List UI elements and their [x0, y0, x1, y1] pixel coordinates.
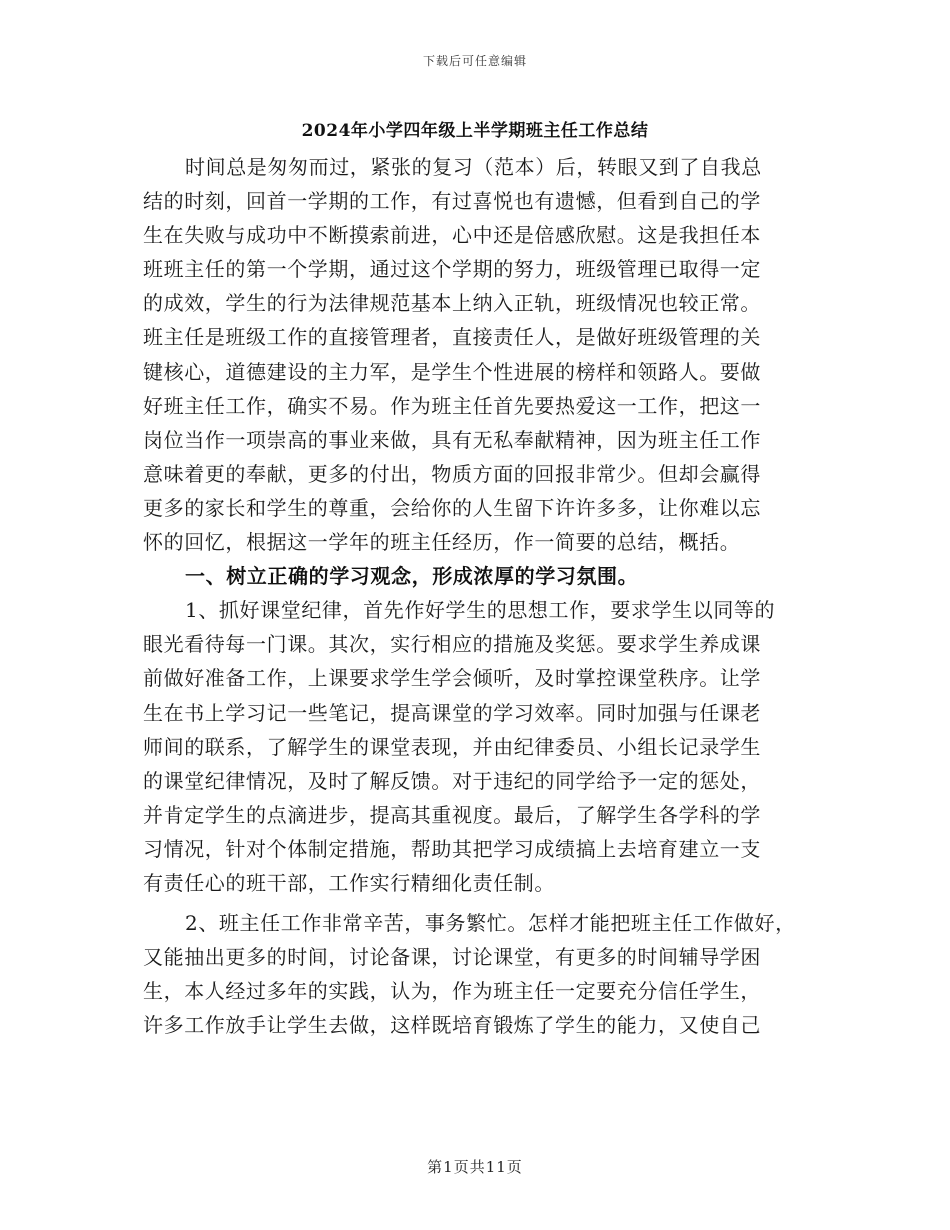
body-line: 1、抓好课堂纪律，首先作好学生的思想工作，要求学生以同等的 — [185, 598, 776, 623]
body-line: 好班主任工作，确实不易。作为班主任首先要热爱这一工作，把这一 — [143, 393, 761, 418]
body-line: 的成效，学生的行为法律规范基本上纳入正轨，班级情况也较正常。 — [143, 291, 761, 316]
body-line: 的课堂纪律情况，及时了解反馈。对于违纪的同学给予一定的惩处， — [143, 768, 761, 793]
body-line: 怀的回忆，根据这一学年的班主任经历，作一简要的总结，概括。 — [143, 530, 741, 555]
body-line: 班班主任的第一个学期，通过这个学期的努力，班级管理已取得一定 — [143, 257, 761, 282]
body-line: 习情况，针对个体制定措施，帮助其把学习成绩搞上去培育建立一支 — [143, 836, 761, 861]
body-line: 结的时刻，回首一学期的工作，有过喜悦也有遗憾，但看到自己的学 — [143, 189, 761, 214]
body-line: 前做好准备工作，上课要求学生学会倾听，及时掌控课堂秩序。让学 — [143, 666, 761, 691]
body-line: 2、班主任工作非常辛苦，事务繁忙。怎样才能把班主任工作做好， — [185, 911, 796, 936]
document-body — [143, 150, 823, 1042]
document-title: 2024年小学四年级上半学期班主任工作总结 — [301, 121, 649, 141]
body-line: 眼光看待每一门课。其次，实行相应的措施及奖惩。要求学生养成课 — [143, 632, 761, 657]
body-line: 许多工作放手让学生去做，这样既培育锻炼了学生的能力，又使自己 — [143, 1013, 761, 1038]
body-line: 键核心，道德建设的主力军，是学生个性进展的榜样和领路人。要做 — [143, 359, 761, 384]
body-line: 有责任心的班干部，工作实行精细化责任制。 — [143, 870, 555, 895]
body-line: 班主任是班级工作的直接管理者，直接责任人，是做好班级管理的关 — [143, 325, 761, 350]
section-heading: 一、树立正确的学习观念，形成浓厚的学习氛围。 — [185, 564, 639, 589]
body-line: 更多的家长和学生的尊重，会给你的人生留下许许多多，让你难以忘 — [143, 495, 761, 520]
header-note: 下载后可任意编辑 — [422, 54, 527, 68]
body-line: 生在书上学习记一些笔记，提高课堂的学习效率。同时加强与任课老 — [143, 700, 761, 725]
body-line: 时间总是匆匆而过，紧张的复习（范本）后，转眼又到了自我总 — [185, 155, 762, 179]
body-line: 又能抽出更多的时间，讨论备课，讨论课堂，有更多的时间辅导学困 — [143, 945, 761, 970]
body-line: 师间的联系，了解学生的课堂表现，并由纪律委员、小组长记录学生 — [143, 734, 761, 759]
body-line: 岗位当作一项崇高的事业来做，具有无私奉献精神，因为班主任工作 — [143, 427, 761, 452]
body-line: 生，本人经过多年的实践，认为，作为班主任一定要充分信任学生， — [143, 979, 761, 1004]
page-footer: 第1页共11页 — [427, 1158, 523, 1176]
body-line: 意味着更的奉献，更多的付出，物质方面的回报非常少。但却会赢得 — [143, 461, 761, 486]
body-line: 并肯定学生的点滴进步，提高其重视度。最后，了解学生各学科的学 — [143, 802, 761, 827]
body-line: 生在失败与成功中不断摸索前进，心中还是倍感欣慰。这是我担任本 — [143, 223, 761, 248]
